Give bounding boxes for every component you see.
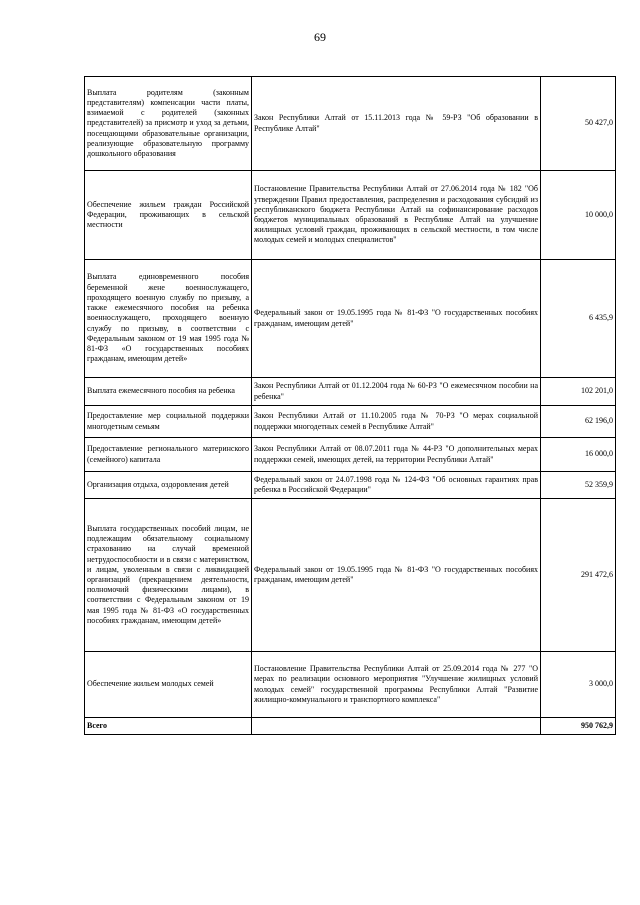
row-law-cell: Закон Республики Алтай от 11.10.2005 года № 70-РЗ "О мерах социальной поддержки многодетных семей в Республике Алтай" <box>252 406 541 438</box>
row-law-cell: Федеральный закон от 19.05.1995 года № 81-ФЗ "О государственных пособиях гражданам, имеющим детей" <box>252 499 541 652</box>
page-number: 69 <box>314 30 326 44</box>
row-law-cell: Закон Республики Алтай от 01.12.2004 года № 60-РЗ "О ежемесячном пособии на ребенка" <box>252 378 541 406</box>
row-law-cell: Закон Республики Алтай от 08.07.2011 года № 44-РЗ "О дополнительных мерах поддержки семей, имеющих детей, на территории Республики Алтай" <box>252 438 541 472</box>
row-amount-cell: 102 201,0 <box>541 378 616 406</box>
table-row <box>85 77 616 171</box>
row-law-cell: Постановление Правительства Республики Алтай от 25.09.2014 года № 277 "О мерах по реализации основного мероприятия "Улучшение жилищных условий молодых семей" государственной программы Республики Алтай "Развитие жилищно-коммунального и транспортного комплекса" <box>252 652 541 718</box>
row-law-cell: Постановление Правительства Республики Алтай от 27.06.2014 года № 182 "Об утверждении Правил предоставления, распределения и расходования субсидий из республиканского бюджета Республики Алтай на софинансирование расходов бюджетов муниципальных образований в Республике Алтай на улучшение жилищных условий граждан, проживающих в сельской местности, в том числе молодых семей и молодых специалистов" <box>252 171 541 260</box>
row-law-cell: Федеральный закон от 24.07.1998 года № 124-ФЗ "Об основных гарантиях прав ребенка в Российской Федерации" <box>252 472 541 499</box>
row-name-cell: Выплата единовременного пособия беременной жене военнослужащего, проходящего военную службу по призыву, а также ежемесячного пособия на ребенка военнослужащего, проходящего военную службу по призыву, в соответствии с Федеральным законом от 19 мая 1995 года № 81-ФЗ «О государственных пособиях гражданам, имеющим детей» <box>85 260 252 378</box>
row-name-cell: Организация отдыха, оздоровления детей <box>85 472 252 499</box>
total-label: Всего <box>85 718 252 735</box>
row-amount-cell: 50 427,0 <box>541 77 616 171</box>
row-name-cell: Выплата ежемесячного пособия на ребенка <box>85 378 252 406</box>
table-row <box>85 652 616 718</box>
table-row <box>85 438 616 472</box>
table-row <box>85 472 616 499</box>
row-law-cell: Федеральный закон от 19.05.1995 года № 81-ФЗ "О государственных пособиях гражданам, имеющим детей" <box>252 260 541 378</box>
row-amount-cell: 52 359,9 <box>541 472 616 499</box>
row-amount-cell: 16 000,0 <box>541 438 616 472</box>
row-name-cell: Выплата государственных пособий лицам, не подлежащим обязательному социальному страхованию на случай временной нетрудоспособности и в связи с материнством, и лицам, уволенным в связи с ликвидацией организаций (прекращением деятельности, полномочий физическими лицами), в соответствии с Федеральным законом от 19 мая 1995 года № 81-ФЗ «О государственных пособиях гражданам, имеющим детей» <box>85 499 252 652</box>
table-row <box>85 499 616 652</box>
row-law-cell: Закон Республики Алтай от 15.11.2013 года № 59-РЗ "Об образовании в Республике Алтай" <box>252 77 541 171</box>
table-row <box>85 406 616 438</box>
table-row <box>85 171 616 260</box>
row-amount-cell: 6 435,9 <box>541 260 616 378</box>
row-amount-cell: 291 472,6 <box>541 499 616 652</box>
total-law-cell <box>252 718 541 735</box>
row-name-cell: Предоставление мер социальной поддержки многодетным семьям <box>85 406 252 438</box>
row-amount-cell: 3 000,0 <box>541 652 616 718</box>
table-row <box>85 378 616 406</box>
row-name-cell: Предоставление регионального материнского (семейного) капитала <box>85 438 252 472</box>
total-amount: 950 762,9 <box>541 718 616 735</box>
row-amount-cell: 62 196,0 <box>541 406 616 438</box>
row-name-cell: Обеспечение жильем молодых семей <box>85 652 252 718</box>
row-name-cell: Выплата родителям (законным представителям) компенсации части платы, взимаемой с родителей (законных представителей) за присмотр и уход за детьми, посещающими образовательные организации, реализующие образовательную программу дошкольного образования <box>85 77 252 171</box>
row-amount-cell: 10 000,0 <box>541 171 616 260</box>
table-row <box>85 260 616 378</box>
expenditure-table <box>84 76 616 735</box>
total-row <box>85 718 616 735</box>
row-name-cell: Обеспечение жильем граждан Российской Федерации, проживающих в сельской местности <box>85 171 252 260</box>
